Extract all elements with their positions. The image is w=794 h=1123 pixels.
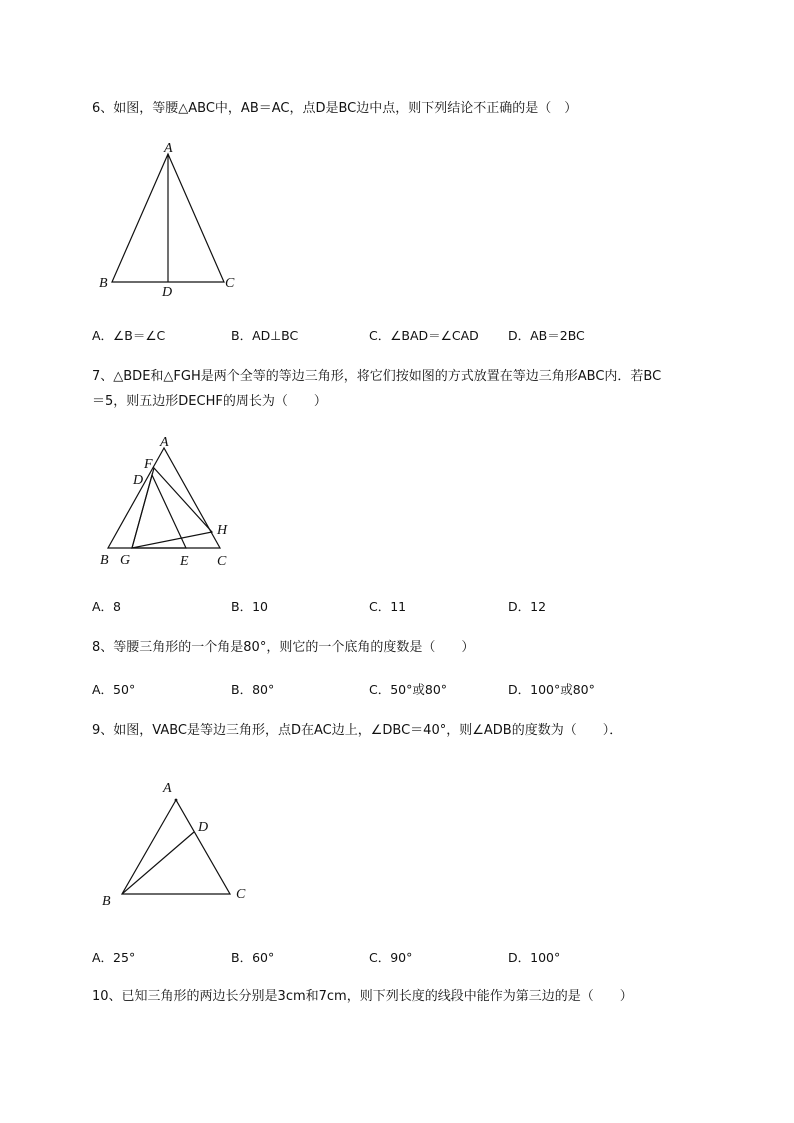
label-a: A [160,435,169,450]
label-h: H [217,523,228,538]
question-6-stem: 6、如图，等腰△ABC中，AB＝AC，点D是BC边中点，则下列结论不正确的是（ ） [92,101,578,116]
triangle-abc [108,448,220,548]
label-d: D [198,820,209,835]
q8-option-b[interactable]: B．80° [231,682,275,697]
segment-bd [122,832,194,894]
label-c: C [225,276,235,291]
q6-option-c[interactable]: C．∠BAD＝∠CAD [369,328,479,343]
label-g: G [120,553,131,568]
question-9-stem: 9、如图，VABC是等边三角形，点D在AC边上，∠DBC＝40°，则∠ADB的度数为（ ）． [92,723,623,738]
question-8-stem: 8、等腰三角形的一个角是80°，则它的一个底角的度数是（ ） [92,640,475,655]
label-d: D [133,473,144,488]
label-a: A [164,141,173,156]
figure-isosceles-triangle [90,138,250,298]
q9-option-b[interactable]: B．60° [231,950,275,965]
q6-option-d[interactable]: D．AB＝2BC [508,328,585,343]
label-e: E [180,554,189,569]
figure-equilateral-triangle [90,770,260,915]
label-b: B [100,553,109,568]
label-c: C [236,887,246,902]
q8-option-a[interactable]: A．50° [92,682,136,697]
triangle-fhg [132,468,212,548]
q9-option-a[interactable]: A．25° [92,950,136,965]
q8-option-d[interactable]: D．100°或80° [508,682,595,697]
q7-option-b[interactable]: B．10 [231,599,268,614]
q8-option-c[interactable]: C．50°或80° [369,682,448,697]
label-b: B [99,276,108,291]
q7-option-d[interactable]: D．12 [508,599,547,614]
label-b: B [102,894,111,909]
q9-option-d[interactable]: D．100° [508,950,561,965]
question-7-stem-line-2: ＝5，则五边形DECHF的周长为（ ） [92,394,327,409]
label-a: A [163,781,172,796]
point-a [175,799,178,802]
label-d: D [162,285,173,298]
question-10-stem: 10、已知三角形的两边长分别是3cm和7cm，则下列长度的线段中能作为第三边的是（ ） [92,989,633,1004]
q9-option-c[interactable]: C．90° [369,950,413,965]
q7-option-a[interactable]: A．8 [92,599,122,614]
label-f: F [144,457,153,472]
label-c: C [217,554,227,569]
q6-option-a[interactable]: A．∠B＝∠C [92,328,166,343]
figure-nested-triangles [90,430,250,575]
q6-option-b[interactable]: B．AD⊥BC [231,328,299,343]
question-7-stem-line-1: 7、△BDE和△FGH是两个全等的等边三角形，将它们按如图的方式放置在等边三角形ABC内．若BC [92,369,662,384]
q7-option-c[interactable]: C．11 [369,599,407,614]
